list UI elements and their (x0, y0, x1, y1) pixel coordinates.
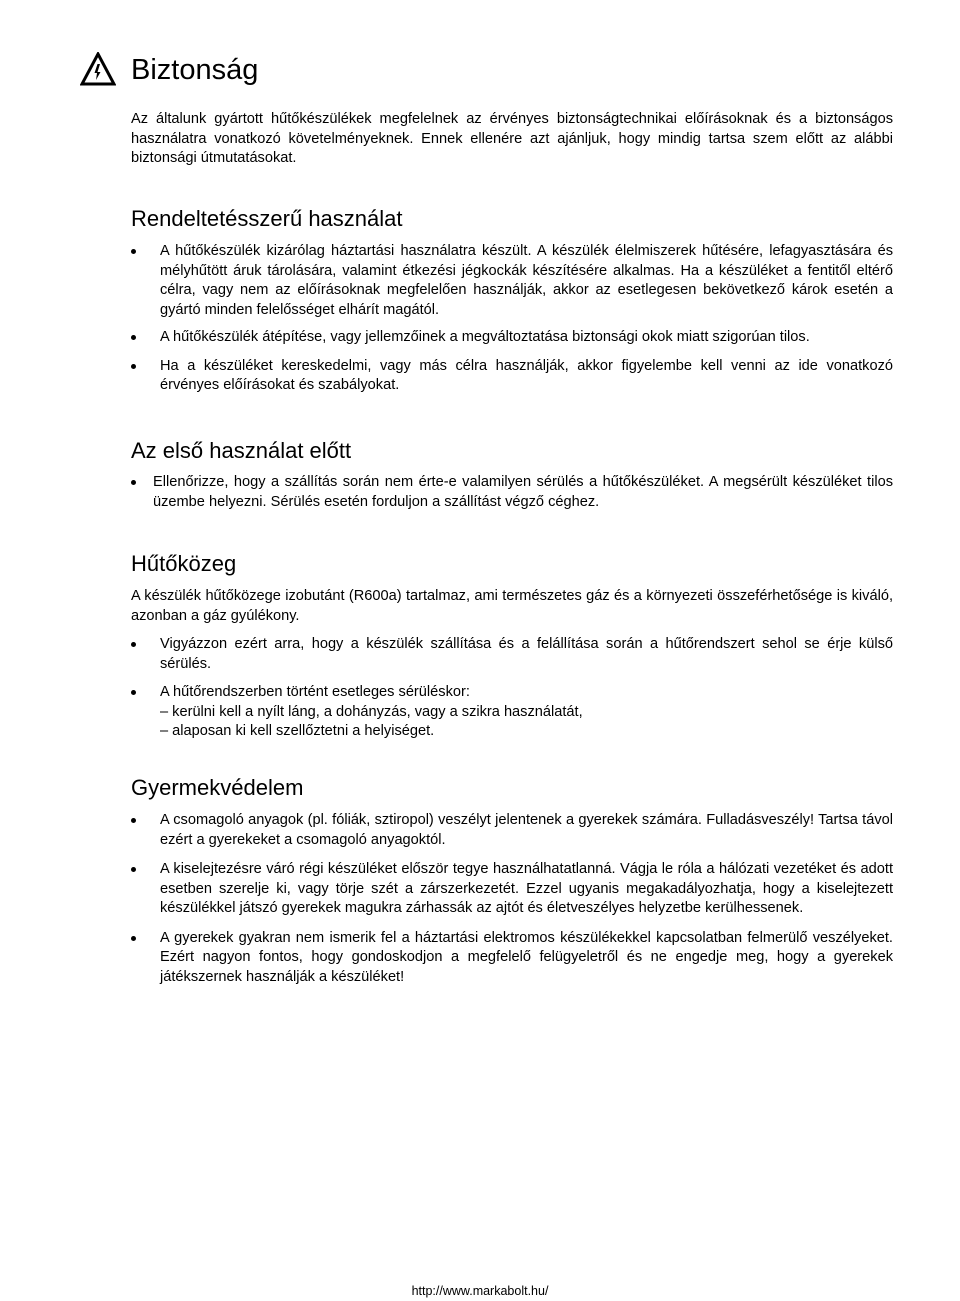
refrigerant-list (131, 635, 893, 742)
dash-item: – kerülni kell a nyílt láng, a dohányzás, vagy a szikra használatát, (160, 703, 583, 720)
intro-paragraph: Az általunk gyártott hűtőkészülékek megfelelnek az érvényes biztonságtechnikai előírásoknak és a biztonságos használatra vonatkozó követelményeknek. Ennek ellenére azt ajánljuk, hogy mindig tartsa szem előtt az alábbi biztonsági útmutatásokat. (131, 111, 893, 166)
list-item-text: A hűtőrendszerben történt esetleges sérüléskor: (160, 684, 470, 700)
bullet-icon (131, 818, 136, 823)
title-row (80, 48, 258, 92)
list-item (131, 357, 893, 396)
list-item (131, 635, 893, 674)
list-item-text: A hűtőkészülék kizárólag háztartási használatra készült. A készülék élelmiszerek hűtésére, lefagyasztására és mélyhűtött áruk tárolására, valamint étkezési jégkockák készítésére alkalmas. Ha a készüléket a fentitől eltérő célra, vagy nem az előírásoknak megfelelően használják, akkor az esetlegesen bekövetkező károk esetén a gyártó minden felelősséget elhárít magától. (160, 243, 893, 318)
warning-triangle-icon (80, 52, 116, 88)
list-item (131, 929, 893, 988)
list-item (131, 811, 893, 850)
bullet-icon (131, 480, 136, 485)
bullet-icon (131, 364, 136, 369)
heading-first-use: Az első használat előtt (131, 438, 352, 463)
child-safety-list (131, 811, 893, 987)
list-item-text: Vigyázzon ezért arra, hogy a készülék szállítása és a felállítása során a hűtőrendszert sehol se érje külső sérülés. (160, 636, 893, 672)
list-item-text: A csomagoló anyagok (pl. fóliák, sztiropol) veszélyt jelentenek a gyerekek számára. Fulladásveszély! Tartsa távol ezért a gyerekeket a csomagoló anyagoktól. (160, 812, 893, 848)
list-item (131, 473, 893, 512)
list-item (131, 328, 893, 348)
bullet-icon (131, 335, 136, 340)
refrigerant-paragraph: A készülék hűtőközege izobutánt (R600a) tartalmaz, ami természetes gáz és a környezeti összeférhetősége is kiváló, azonban a gáz gyúlékony. (131, 588, 893, 624)
list-item-text: A hűtőkészülék átépítése, vagy jellemzőinek a megváltoztatása biztonsági okok miatt szigorúan tilos. (160, 329, 810, 345)
bullet-icon (131, 867, 136, 872)
page-title: Biztonság (131, 53, 259, 86)
heading-refrigerant: Hűtőközeg (131, 551, 237, 576)
list-item-text: Ha a készüléket kereskedelmi, vagy más célra használják, akkor figyelembe kell venni az ide vonatkozó érvényes előírásokat és szabályokat. (160, 357, 893, 393)
list-item (131, 683, 893, 742)
bullet-icon (131, 642, 136, 647)
list-item (131, 242, 893, 320)
first-use-list (131, 473, 893, 512)
footer-url[interactable]: http://www.markabolt.hu/ (411, 1284, 549, 1298)
dash-item: – alaposan ki kell szellőztetni a helyiséget. (160, 723, 435, 739)
list-item (131, 860, 893, 919)
bullet-icon (131, 936, 136, 941)
intended-use-list (131, 242, 893, 396)
heading-intended-use: Rendeltetésszerű használat (131, 206, 403, 231)
list-item-text: A kiselejtezésre váró régi készüléket először tegye használhatatlanná. Vágja le róla a hálózati vezetéket és adott esetben szerelje ki, vagy törje szét a zárszerkezetét. Ezzel ugyanis megakadályozhatja, hogy a kiselejtezett készülékkel játszó gyerekek magukra zárhassák az ajtót és életveszélyes helyzetbe kerülhessenek. (160, 861, 893, 916)
bullet-icon (131, 249, 136, 254)
list-item-text: Ellenőrizze, hogy a szállítás során nem érte-e valamilyen sérülés a hűtőkészüléket. A megsérült készüléket tilos üzembe helyezni. Sérülés esetén forduljon a szállítást végző céghez. (153, 474, 893, 510)
bullet-icon (131, 690, 136, 695)
list-item-text: A gyerekek gyakran nem ismerik fel a háztartási elektromos készülékekkel kapcsolatban felmerülő veszélyeket. Ezért nagyon fontos, hogy gondoskodjon a megfelelő felügyeletről és ne engedje meg, hogy a gyerekek játékszernek használják a készüléket! (160, 929, 893, 985)
heading-child-safety: Gyermekvédelem (131, 775, 304, 800)
